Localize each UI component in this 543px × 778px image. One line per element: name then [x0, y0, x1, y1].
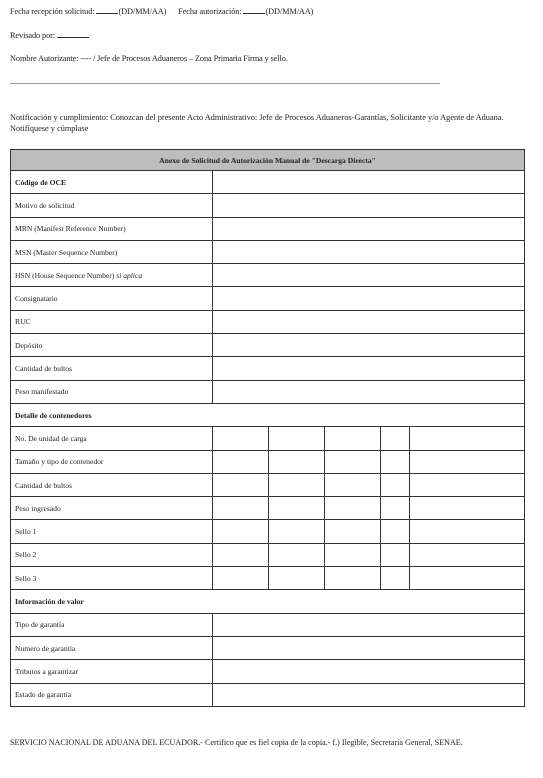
container-cell — [410, 450, 525, 473]
field-label-text: Cantidad de bultos — [15, 364, 72, 374]
field-label — [11, 380, 213, 403]
containers-section-title: Detalle de contenedores — [11, 403, 525, 426]
container-cell — [269, 427, 325, 450]
table-row — [11, 334, 525, 357]
value-cell — [213, 613, 525, 636]
table-row — [11, 636, 525, 659]
container-cell — [325, 567, 381, 590]
field-label: Numero de garantía — [11, 636, 213, 659]
container-cell — [325, 450, 381, 473]
value-info-section-title: Información de valor — [11, 590, 525, 613]
field-label — [11, 240, 213, 263]
field-label: Tipo de garantía — [11, 613, 213, 636]
container-cell — [381, 520, 410, 543]
container-cell — [269, 450, 325, 473]
field-label — [11, 357, 213, 380]
value-cell — [213, 240, 525, 263]
annex-title: Anexo de Solicitud de Autorización Manual de "Descarga Directa" — [11, 150, 525, 171]
reception-date-blank — [96, 6, 118, 14]
authorization-date-label: Fecha autorización: — [178, 7, 242, 16]
field-label: Sello 2 — [11, 543, 213, 566]
container-cell — [325, 497, 381, 520]
container-cell — [381, 427, 410, 450]
field-label-text: MSN (Master Sequence Number) — [15, 247, 118, 257]
container-cell — [325, 473, 381, 496]
table-row — [11, 520, 525, 543]
container-cell — [213, 473, 269, 496]
container-cell — [325, 543, 381, 566]
value-cell — [213, 660, 525, 683]
container-cell — [410, 427, 525, 450]
table-row — [11, 427, 525, 450]
table-row — [11, 683, 525, 706]
table-row — [11, 403, 525, 426]
table-row — [11, 171, 525, 194]
field-label — [11, 264, 213, 287]
field-label-text: Peso manifestado — [15, 387, 69, 397]
table-row — [11, 473, 525, 496]
table-row — [11, 543, 525, 566]
reception-date-format: (DD/MM/AA) — [118, 7, 167, 16]
table-row — [11, 613, 525, 636]
table-row — [11, 450, 525, 473]
value-cell — [213, 287, 525, 310]
field-label-text: MRN (Manifest Reference Number) — [15, 224, 126, 234]
field-label — [11, 310, 213, 333]
field-label-text: Depósito — [15, 340, 43, 350]
footer-certification: SERVICIO NACIONAL DE ADUANA DEL ECUADOR.- Certifico que es fiel copia de la copia.- f.) Ilegible, Secretaría General, SENAE. — [10, 738, 463, 747]
table-row — [11, 380, 525, 403]
container-cell — [213, 497, 269, 520]
table-row — [11, 217, 525, 240]
field-label-text: RUC — [15, 317, 31, 327]
field-label: Sello 1 — [11, 520, 213, 543]
container-cell — [381, 450, 410, 473]
value-cell — [213, 683, 525, 706]
container-cell — [269, 543, 325, 566]
authorizer-name: Nombre Autorizante: ---- / Jefe de Procesos Aduaneros – Zona Primaria Firma y sello. — [10, 54, 288, 63]
field-label-text: HSN (House Sequence Number) — [15, 270, 115, 280]
container-cell — [381, 543, 410, 566]
container-cell — [325, 427, 381, 450]
reviewed-by-line — [10, 30, 89, 40]
field-label: Tamaño y tipo de contenedor — [11, 450, 213, 473]
value-cell — [213, 264, 525, 287]
container-cell — [381, 497, 410, 520]
authorization-date-blank — [243, 6, 265, 14]
authorization-date-format: (DD/MM/AA) — [265, 7, 314, 16]
container-cell — [410, 543, 525, 566]
value-cell — [213, 171, 525, 194]
value-cell — [213, 357, 525, 380]
container-cell — [213, 543, 269, 566]
signature-rule — [10, 83, 440, 84]
container-cell — [269, 473, 325, 496]
value-cell — [213, 636, 525, 659]
field-label: Cantidad de bultos — [11, 473, 213, 496]
container-cell — [410, 497, 525, 520]
table-row — [11, 357, 525, 380]
container-cell — [325, 520, 381, 543]
container-cell — [269, 497, 325, 520]
annex-table — [10, 149, 525, 707]
field-label — [11, 217, 213, 240]
oce-code-label: Código de OCE — [11, 171, 213, 194]
table-row — [11, 567, 525, 590]
container-cell — [269, 520, 325, 543]
value-cell — [213, 334, 525, 357]
container-cell — [213, 520, 269, 543]
notification-text: Notificación y cumplimiento: Conozcan del presente Acto Administrativo: Jefe de Procesos Aduaneros-Garantías, Solicitante y/o Agente de Aduana. Notifíquese y cúmplase — [10, 113, 504, 133]
field-label — [11, 194, 213, 217]
container-cell — [213, 450, 269, 473]
value-cell — [213, 194, 525, 217]
reception-date-line — [10, 6, 313, 16]
table-row — [11, 150, 525, 171]
reviewed-by-blank — [57, 30, 89, 38]
table-row — [11, 194, 525, 217]
table-row — [11, 264, 525, 287]
field-label: Sello 3 — [11, 567, 213, 590]
field-label: Estado de garantía — [11, 683, 213, 706]
field-label: Tributos a garantizar — [11, 660, 213, 683]
container-cell — [213, 427, 269, 450]
table-row — [11, 287, 525, 310]
field-label: Peso ingresado — [11, 497, 213, 520]
field-label-text: Motivo de solicitud — [15, 200, 75, 210]
field-label-suffix: si aplica — [116, 270, 143, 280]
field-label — [11, 287, 213, 310]
container-cell — [410, 473, 525, 496]
field-label: No. De unidad de carga — [11, 427, 213, 450]
container-cell — [381, 473, 410, 496]
field-label-text: Consignatario — [15, 294, 58, 304]
value-cell — [213, 217, 525, 240]
container-cell — [410, 520, 525, 543]
table-row — [11, 660, 525, 683]
table-row — [11, 590, 525, 613]
container-cell — [381, 567, 410, 590]
container-cell — [269, 567, 325, 590]
container-cell — [213, 567, 269, 590]
table-row — [11, 310, 525, 333]
field-label — [11, 334, 213, 357]
value-cell — [213, 380, 525, 403]
value-cell — [213, 310, 525, 333]
table-row — [11, 497, 525, 520]
reviewed-by-label: Revisado por: — [10, 31, 56, 40]
table-row — [11, 240, 525, 263]
container-cell — [410, 567, 525, 590]
reception-date-label: Fecha recepción solicitud: — [10, 7, 95, 16]
